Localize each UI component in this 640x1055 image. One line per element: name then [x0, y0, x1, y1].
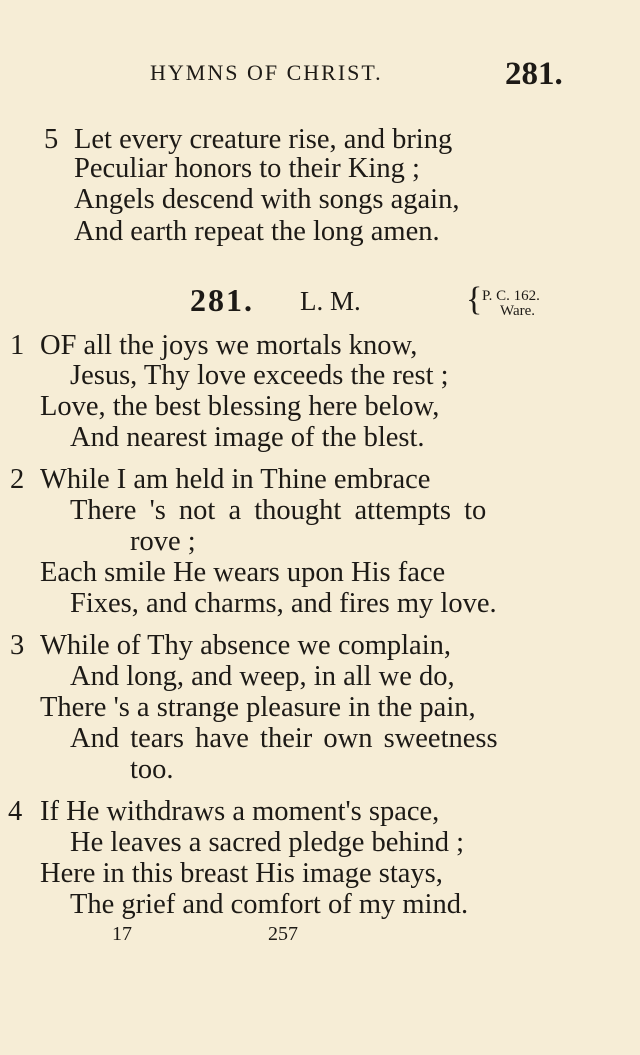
- verse-line: If He withdraws a moment's space,: [40, 796, 440, 827]
- page-number: 281.: [505, 56, 563, 92]
- verse-line: There 's a strange pleasure in the pain,: [40, 692, 476, 723]
- verse-line: Here in this breast His image stays,: [40, 858, 443, 889]
- stanza-number: 1: [10, 330, 25, 361]
- verse-line: OF all the joys we mortals know,: [40, 330, 418, 361]
- hymn-meter: L. M.: [300, 286, 361, 316]
- stanza-number: 5: [44, 124, 59, 155]
- verse-line: And nearest image of the blest.: [70, 422, 425, 453]
- verse-line: Angels descend with songs again,: [74, 184, 460, 215]
- brace-icon: {: [466, 281, 483, 318]
- tune-name: Ware.: [500, 303, 536, 319]
- stanza-number: 4: [8, 796, 23, 827]
- verse-line: Love, the best blessing here below,: [40, 391, 440, 422]
- verse-line: And earth repeat the long amen.: [74, 216, 440, 247]
- verse-line: He leaves a sacred pledge behind ;: [70, 827, 465, 858]
- verse-line: too.: [130, 754, 174, 785]
- verse-line: Let every creature rise, and bring: [74, 124, 453, 155]
- verse-line: Each smile He wears upon His face: [40, 557, 446, 588]
- hymn-number: 281.: [190, 282, 254, 318]
- running-head: HYMNS OF CHRIST.: [150, 60, 383, 85]
- folio-number: 257: [268, 923, 298, 945]
- stanza-number: 2: [10, 464, 25, 495]
- verse-line: There 's not a thought attempts to: [70, 495, 487, 526]
- verse-line: rove ;: [130, 526, 196, 557]
- verse-line: The grief and comfort of my mind.: [70, 889, 469, 920]
- verse-line: And long, and weep, in all we do,: [70, 661, 455, 692]
- verse-line: Peculiar honors to their King ;: [74, 153, 420, 184]
- tune-reference: P. C. 162.: [482, 288, 540, 304]
- verse-line: While of Thy absence we complain,: [40, 630, 451, 661]
- verse-line: While I am held in Thine embrace: [40, 464, 431, 495]
- verse-line: Jesus, Thy love exceeds the rest ;: [70, 360, 449, 391]
- signature-mark: 17: [112, 923, 132, 945]
- stanza-number: 3: [10, 630, 25, 661]
- verse-line: And tears have their own sweetness: [70, 723, 498, 754]
- verse-line: Fixes, and charms, and fires my love.: [70, 588, 497, 619]
